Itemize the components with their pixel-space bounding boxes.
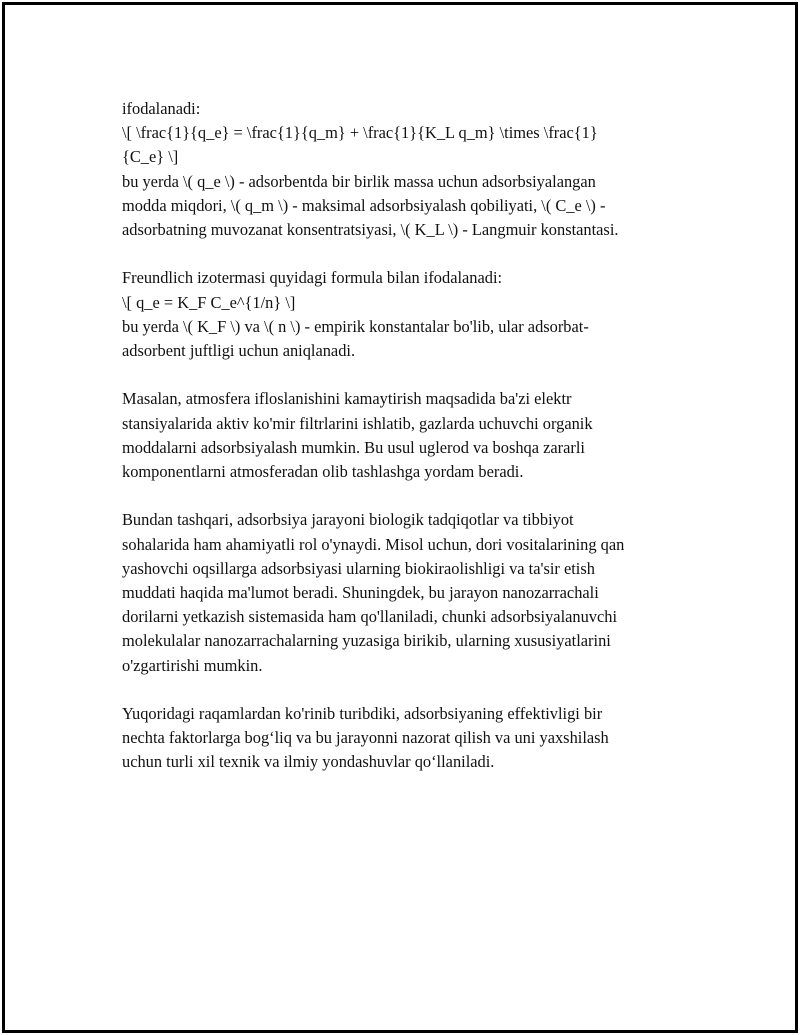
- formula-line: \[ \frac{1}{q_e} = \frac{1}{q_m} + \frac{1}{K_L q_m} \times \frac{1}: [122, 123, 598, 143]
- paragraph-langmuir: [122, 97, 702, 242]
- text-line: uchun turli xil texnik va ilmiy yondashuvlar qo‘llaniladi.: [122, 752, 495, 772]
- text-line: adsorbatning muvozanat konsentratsiyasi, \( K_L \) - Langmuir konstantasi.: [122, 220, 619, 240]
- text-line: muddati haqida ma'lumot beradi. Shuningdek, bu jarayon nanozarrachali: [122, 583, 599, 603]
- text-line: sohalarida ham ahamiyatli rol o'ynaydi. Misol uchun, dori vositalarining qan: [122, 534, 625, 554]
- text-line: molekulalar nanozarrachalarning yuzasiga birikib, ularning xususiyatlarini: [122, 631, 611, 651]
- text-line: yashovchi oqsillarga adsorbsiyasi ularning biokiraolishligi va ta'sir etish: [122, 558, 595, 578]
- text-line: bu yerda \( q_e \) - adsorbentda bir birlik massa uchun adsorbsiyalangan: [122, 171, 596, 191]
- text-line: adsorbent juftligi uchun aniqlanadi.: [122, 341, 356, 361]
- text-line: Masalan, atmosfera ifloslanishini kamaytirish maqsadida ba'zi elektr: [122, 389, 572, 409]
- text-line: komponentlarni atmosferadan olib tashlashga yordam beradi.: [122, 462, 524, 482]
- paragraph-example: [122, 387, 702, 484]
- document-body: [122, 97, 702, 775]
- formula-line: \[ q_e = K_F C_e^{1/n} \]: [122, 292, 296, 312]
- text-line: stansiyalarida aktiv ko'mir filtrlarini ishlatib, gazlarda uchuvchi organik: [122, 413, 593, 433]
- text-line: nechta faktorlarga bog‘liq va bu jarayonni nazorat qilish va uni yaxshilash: [122, 728, 609, 748]
- page-frame: [2, 2, 798, 1033]
- text-line: bu yerda \( K_F \) va \( n \) - empirik konstantalar bo'lib, ular adsorbat-: [122, 316, 589, 336]
- paragraph-freundlich: [122, 266, 702, 363]
- paragraph-biology: [122, 508, 702, 677]
- text-line: ifodalanadi:: [122, 99, 201, 118]
- text-line: Yuqoridagi raqamlardan ko'rinib turibdiki, adsorbsiyaning effektivligi bir: [122, 704, 603, 724]
- text-line: moddalarni adsorbsiyalash mumkin. Bu usul uglerod va boshqa zararli: [122, 437, 585, 457]
- text-line: modda miqdori, \( q_m \) - maksimal adsorbsiyalash qobiliyati, \( C_e \) -: [122, 195, 606, 215]
- text-line: o'zgartirishi mumkin.: [122, 655, 263, 675]
- text-line: Bundan tashqari, adsorbsiya jarayoni biologik tadqiqotlar va tibbiyot: [122, 510, 574, 530]
- formula-line: {C_e} \]: [122, 147, 179, 167]
- paragraph-conclusion: [122, 702, 702, 775]
- text-line: Freundlich izotermasi quyidagi formula bilan ifodalanadi:: [122, 268, 503, 288]
- text-line: dorilarni yetkazish sistemasida ham qo'llaniladi, chunki adsorbsiyalanuvchi: [122, 607, 618, 627]
